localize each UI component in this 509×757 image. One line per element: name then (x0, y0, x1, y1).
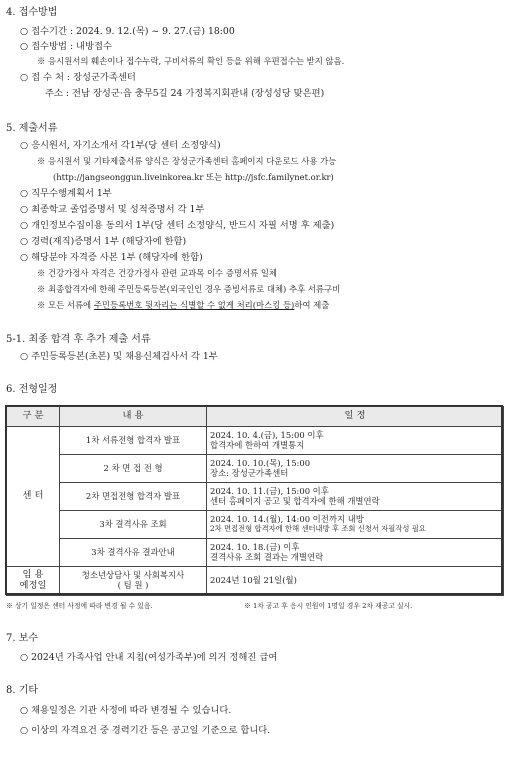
receipt-method-note: ※ 응시원서의 훼손이나 접수누락, 구비서류의 확인 등을 위해 우편접수는 받지 않음. (37, 56, 345, 66)
section7-title: 7. 보수 (6, 633, 39, 644)
masking-note-prefix: ※ 모든 서류에 (37, 300, 94, 310)
section8-title: 8. 기타 (6, 685, 39, 696)
schedule-row (7, 483, 504, 511)
row-date-line2: 합격자에 한하여 개별통지 (210, 439, 305, 450)
schedule-table (6, 406, 504, 596)
row-content: 2 차 면 접 전 형 (60, 455, 207, 483)
schedule-header-row (7, 407, 504, 427)
doc-note: ※ 건강가정사 자격은 건강가정사 관련 교과목 이수 증명서류 일체 (37, 268, 278, 278)
receipt-place: ○ 접 수 처 : 장성군가족센터 (20, 72, 136, 83)
header-category: 구 분 (7, 407, 60, 427)
section4-title: 4. 접수방법 (6, 7, 58, 18)
section5-title: 5. 제출서류 (6, 123, 58, 134)
appointment-content-line2: ( 팀 원 ) (117, 580, 149, 590)
schedule-note-left: ※ 상기 일정은 센터 사정에 따라 변경 될 수 있음. (6, 602, 153, 610)
doc-urls: (http://jangseonggun.liveinkorea.kr 또는 http://jsfc.familynet.or.kr) (53, 172, 334, 182)
row-date-line1: 2024. 10. 18.(금) 이후 (210, 541, 300, 552)
extra-doc-item: ○ 주민등록등본(초본) 및 채용신체검사서 각 1부 (20, 351, 218, 362)
section6-title: 6. 전형일정 (6, 384, 58, 395)
doc-note: ※ 응시원서 및 기타제출서류 양식은 장성군가족센터 홈페이지 다운로드 사용 가능 (37, 156, 337, 166)
masking-note-underlined: 주민등록번호 뒷자리는 식별할 수 없게 처리(마스킹 등) (93, 300, 295, 310)
group-center: 센 터 (7, 427, 60, 567)
doc-item: ○ 응시원서, 자기소개서 각1부(당 센터 소정양식) (20, 140, 221, 151)
group-appointment (7, 567, 60, 596)
row-date-line1: 2024. 10. 10.(목), 15:00 (210, 457, 311, 468)
row-date-line1: 2024. 10. 11.(금), 15:00 이후 (210, 485, 329, 496)
doc-item: ○ 직무수행계획서 1부 (20, 188, 112, 199)
header-schedule: 일 정 (207, 407, 504, 427)
schedule-row (7, 427, 504, 455)
doc-note: ※ 최종합격자에 한해 주민등록등본(외국인인 경우 증빙서류로 대체) 추후 서류구비 (37, 284, 341, 294)
appointment-row (7, 567, 504, 596)
row-date (207, 539, 504, 567)
doc-item: ○ 경력(재직)증명서 1부 (해당자에 한함) (20, 236, 187, 247)
row-date-line1: 2024. 10. 4.(금), 15:00 이후 (210, 429, 324, 440)
doc-item: ○ 개인정보수집이용 동의서 1부(당 센터 소정양식, 반드시 자필 서명 후 제출) (20, 220, 335, 231)
doc-item: ○ 해당분야 자격증 사본 1부 (해당자에 한함) (20, 252, 203, 263)
group-appointment-line1: 임 용 (22, 569, 44, 581)
row-content: 2차 면접전형 합격자 발표 (60, 483, 207, 511)
row-date (207, 455, 504, 483)
row-date-line1: 2024. 10. 14.(월), 14:00 이전까지 내방 (210, 514, 364, 525)
section5-1-title: 5-1. 최종 합격 후 추가 제출 서류 (6, 334, 151, 345)
row-date (207, 511, 504, 539)
row-date-line2: 센터 홈페이지 공고 및 합격자에 한해 개별연락 (210, 495, 380, 506)
masking-note-suffix: 하여 제출 (294, 300, 330, 310)
other-item: ○ 채용일정은 기관 사정에 따라 변경될 수 있습니다. (20, 705, 232, 716)
appointment-content (60, 567, 207, 596)
doc-masking-note (37, 301, 329, 309)
receipt-period: ○ 접수기간 : 2024. 9. 12.(목) ~ 9. 27.(금) 18:00 (20, 26, 235, 37)
salary-item: ○ 2024년 가족사업 안내 지침(여성가족부)에 의거 정해진 급여 (20, 652, 278, 663)
schedule-note-right: ※ 1차 공고 후 응시 인원이 1명일 경우 2차 재공고 실시. (244, 602, 413, 610)
row-date-line2: 결격사유 조회 결과는 개별연락 (210, 551, 324, 562)
doc-item: ○ 최종학교 졸업증명서 및 성적증명서 각 1부 (20, 204, 205, 215)
schedule-row (7, 539, 504, 567)
row-content: 3차 결격사유 조회 (60, 511, 207, 539)
row-date (207, 427, 504, 455)
row-date (207, 483, 504, 511)
row-content: 3차 결격사유 결과안내 (60, 539, 207, 567)
receipt-address: 주소 : 전남 장성군·읍 충무5길 24 가정복지회관내 (장성성당 맞은편) (45, 88, 325, 99)
receipt-method: ○ 접수방법 : 내방접수 (20, 41, 112, 52)
appointment-content-line1: 청소년상담사 및 사회복지사 (81, 570, 185, 581)
row-date-line2: 2차 면접전형 합격자에 한해 센터내방 후 조회 신청서 자필작성 필요 (210, 524, 426, 534)
group-appointment-line2: 예정일 (19, 580, 47, 591)
row-content: 1차 서류전형 합격자 발표 (60, 427, 207, 455)
appointment-date: 2024년 10월 21일(월) (207, 567, 504, 596)
schedule-row (7, 455, 504, 483)
schedule-row (7, 511, 504, 539)
row-date-line2: 장소: 장성군가족센터 (210, 467, 289, 478)
other-item: ○ 이상의 자격요건 중 경력기간 등은 공고일 기준으로 합니다. (20, 725, 271, 736)
header-content: 내 용 (60, 407, 207, 427)
